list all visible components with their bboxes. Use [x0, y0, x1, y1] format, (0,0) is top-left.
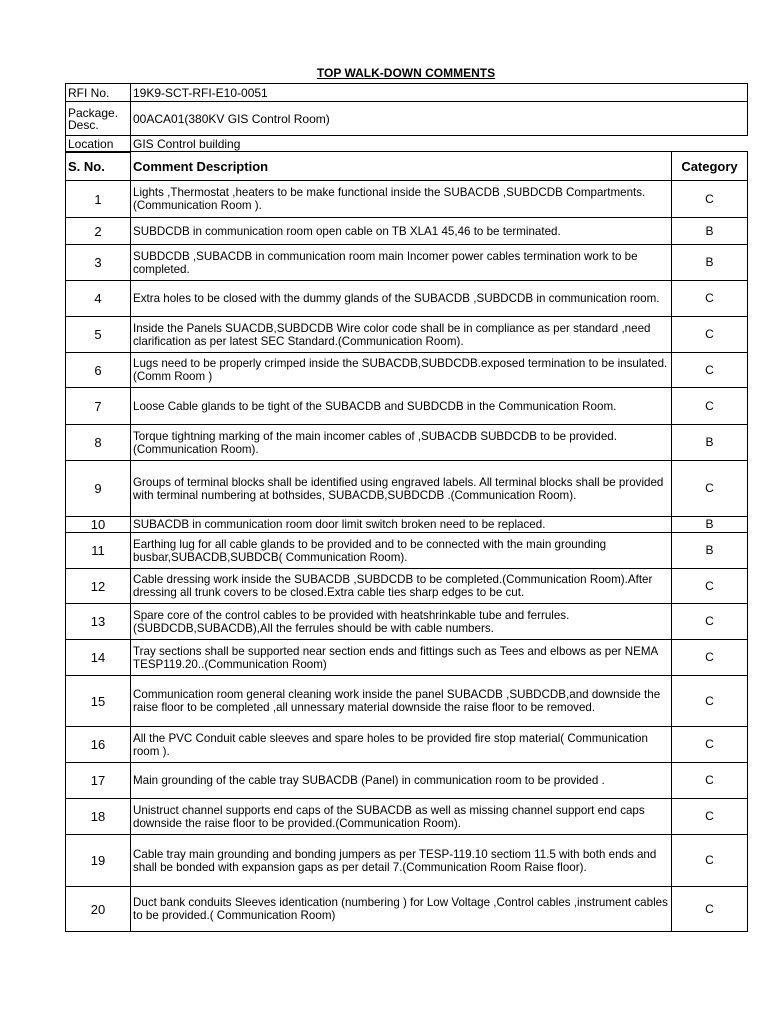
table-row	[66, 727, 748, 763]
row-category: C	[672, 727, 748, 763]
table-row	[66, 353, 748, 388]
row-number: 4	[66, 281, 131, 317]
row-number: 3	[66, 245, 131, 281]
row-number: 1	[66, 181, 131, 218]
row-number: 17	[66, 763, 131, 799]
table-row	[66, 218, 748, 245]
row-number: 6	[66, 353, 131, 388]
package-row	[66, 102, 748, 136]
row-category: C	[672, 388, 748, 425]
row-category: C	[672, 676, 748, 727]
row-number: 8	[66, 425, 131, 461]
row-description: SUBDCDB ,SUBACDB in communication room main Incomer power cables termination work to be completed.	[131, 245, 672, 281]
document-title: TOP WALK-DOWN COMMENTS	[316, 66, 496, 80]
location-row	[66, 136, 748, 153]
row-category: C	[672, 281, 748, 317]
package-label: Package. Desc.	[66, 102, 131, 136]
table-row	[66, 533, 748, 569]
table-row	[66, 835, 748, 887]
row-description: Cable tray main grounding and bonding jumpers as per TESP-119.10 sectiom 11.5 with both ends and shall be bonded with expansion gaps as per detail 7.(Communication Room Raise floor).	[131, 835, 672, 887]
table-row	[66, 517, 748, 533]
row-description: Spare core of the control cables to be provided with heatshrinkable tube and ferrules.(SUBDCDB,SUBACDB),All the ferrules should be with cable numbers.	[131, 604, 672, 640]
row-number: 9	[66, 461, 131, 517]
row-number: 5	[66, 317, 131, 353]
row-number: 2	[66, 218, 131, 245]
row-category: C	[672, 799, 748, 835]
comments-header-row	[66, 152, 748, 181]
row-description: Communication room general cleaning work inside the panel SUBACDB ,SUBDCDB,and downside the raise floor to be completed ,all unnessary material downside the raise floor to be removed.	[131, 676, 672, 727]
row-description: Torque tightning marking of the main incomer cables of ,SUBACDB SUBDCDB to be provided.(Communication Room).	[131, 425, 672, 461]
row-description: All the PVC Conduit cable sleeves and spare holes to be provided fire stop material( Communication room ).	[131, 727, 672, 763]
row-description: Duct bank conduits Sleeves identication (numbering ) for Low Voltage ,Control cables ,instrument cables to be provided.( Communication Room)	[131, 887, 672, 932]
table-row	[66, 245, 748, 281]
row-description: SUBDCDB in communication room open cable on TB XLA1 45,46 to be terminated.	[131, 218, 672, 245]
row-number: 14	[66, 640, 131, 676]
table-row	[66, 569, 748, 604]
table-row	[66, 640, 748, 676]
row-number: 13	[66, 604, 131, 640]
header-category: Category	[672, 152, 748, 181]
header-description: Comment Description	[131, 152, 672, 181]
row-description: Unistruct channel supports end caps of the SUBACDB as well as missing channel support end caps downside the raise floor to be provided.(Communication Room).	[131, 799, 672, 835]
table-row	[66, 317, 748, 353]
row-number: 11	[66, 533, 131, 569]
package-value: 00ACA01(380KV GIS Control Room)	[131, 102, 748, 136]
table-row	[66, 676, 748, 727]
row-description: Groups of terminal blocks shall be identified using engraved labels. All terminal blocks shall be provided with terminal numbering at bothsides, SUBACDB,SUBDCDB .(Communication Room).	[131, 461, 672, 517]
table-row	[66, 281, 748, 317]
row-category: C	[672, 835, 748, 887]
table-row	[66, 181, 748, 218]
row-category: B	[672, 517, 748, 533]
row-category: C	[672, 763, 748, 799]
row-description: Loose Cable glands to be tight of the SUBACDB and SUBDCDB in the Communication Room.	[131, 388, 672, 425]
row-category: C	[672, 353, 748, 388]
location-value: GIS Control building	[131, 136, 748, 153]
row-number: 7	[66, 388, 131, 425]
table-row	[66, 388, 748, 425]
row-description: Main grounding of the cable tray SUBACDB (Panel) in communication room to be provided .	[131, 763, 672, 799]
row-number: 19	[66, 835, 131, 887]
table-row	[66, 763, 748, 799]
row-category: C	[672, 887, 748, 932]
row-number: 15	[66, 676, 131, 727]
row-description: Lights ,Thermostat ,heaters to be make functional inside the SUBACDB ,SUBDCDB Compartments.(Communication Room ).	[131, 181, 672, 218]
table-row	[66, 604, 748, 640]
row-category: B	[672, 533, 748, 569]
row-category: C	[672, 640, 748, 676]
row-description: Extra holes to be closed with the dummy glands of the SUBACDB ,SUBDCDB in communication room.	[131, 281, 672, 317]
row-description: Earthing lug for all cable glands to be provided and to be connected with the main grounding busbar,SUBACDB,SUBDCB( Communication Room).	[131, 533, 672, 569]
location-label: Location	[66, 136, 131, 153]
table-row	[66, 887, 748, 932]
row-category: C	[672, 181, 748, 218]
row-category: C	[672, 317, 748, 353]
row-number: 18	[66, 799, 131, 835]
row-description: SUBACDB in communication room door limit switch broken need to be replaced.	[131, 517, 672, 533]
rfi-label: RFI No.	[66, 84, 131, 102]
table-row	[66, 461, 748, 517]
row-number: 10	[66, 517, 131, 533]
rfi-row	[66, 84, 748, 102]
header-sno: S. No.	[66, 152, 131, 181]
comments-table	[65, 151, 748, 932]
row-number: 12	[66, 569, 131, 604]
row-description: Lugs need to be properly crimped inside the SUBACDB,SUBDCDB.exposed termination to be insulated.(Comm Room )	[131, 353, 672, 388]
row-category: C	[672, 461, 748, 517]
row-description: Inside the Panels SUACDB,SUBDCDB Wire color code shall be in compliance as per standard ,need clarification as per latest SEC Standard.(Communication Room).	[131, 317, 672, 353]
header-info-table	[65, 83, 748, 153]
row-number: 16	[66, 727, 131, 763]
table-row	[66, 425, 748, 461]
row-category: C	[672, 604, 748, 640]
row-category: B	[672, 218, 748, 245]
row-description: Tray sections shall be supported near section ends and fittings such as Tees and elbows as per NEMA TESP119.20..(Communication Room)	[131, 640, 672, 676]
row-category: B	[672, 425, 748, 461]
rfi-value: 19K9-SCT-RFI-E10-0051	[131, 84, 748, 102]
table-row	[66, 799, 748, 835]
row-category: C	[672, 569, 748, 604]
row-category: B	[672, 245, 748, 281]
row-number: 20	[66, 887, 131, 932]
row-description: Cable dressing work inside the SUBACDB ,SUBDCDB to be completed.(Communication Room).After dressing all trunk covers to be closed.Extra cable ties sharp edges to be cut.	[131, 569, 672, 604]
